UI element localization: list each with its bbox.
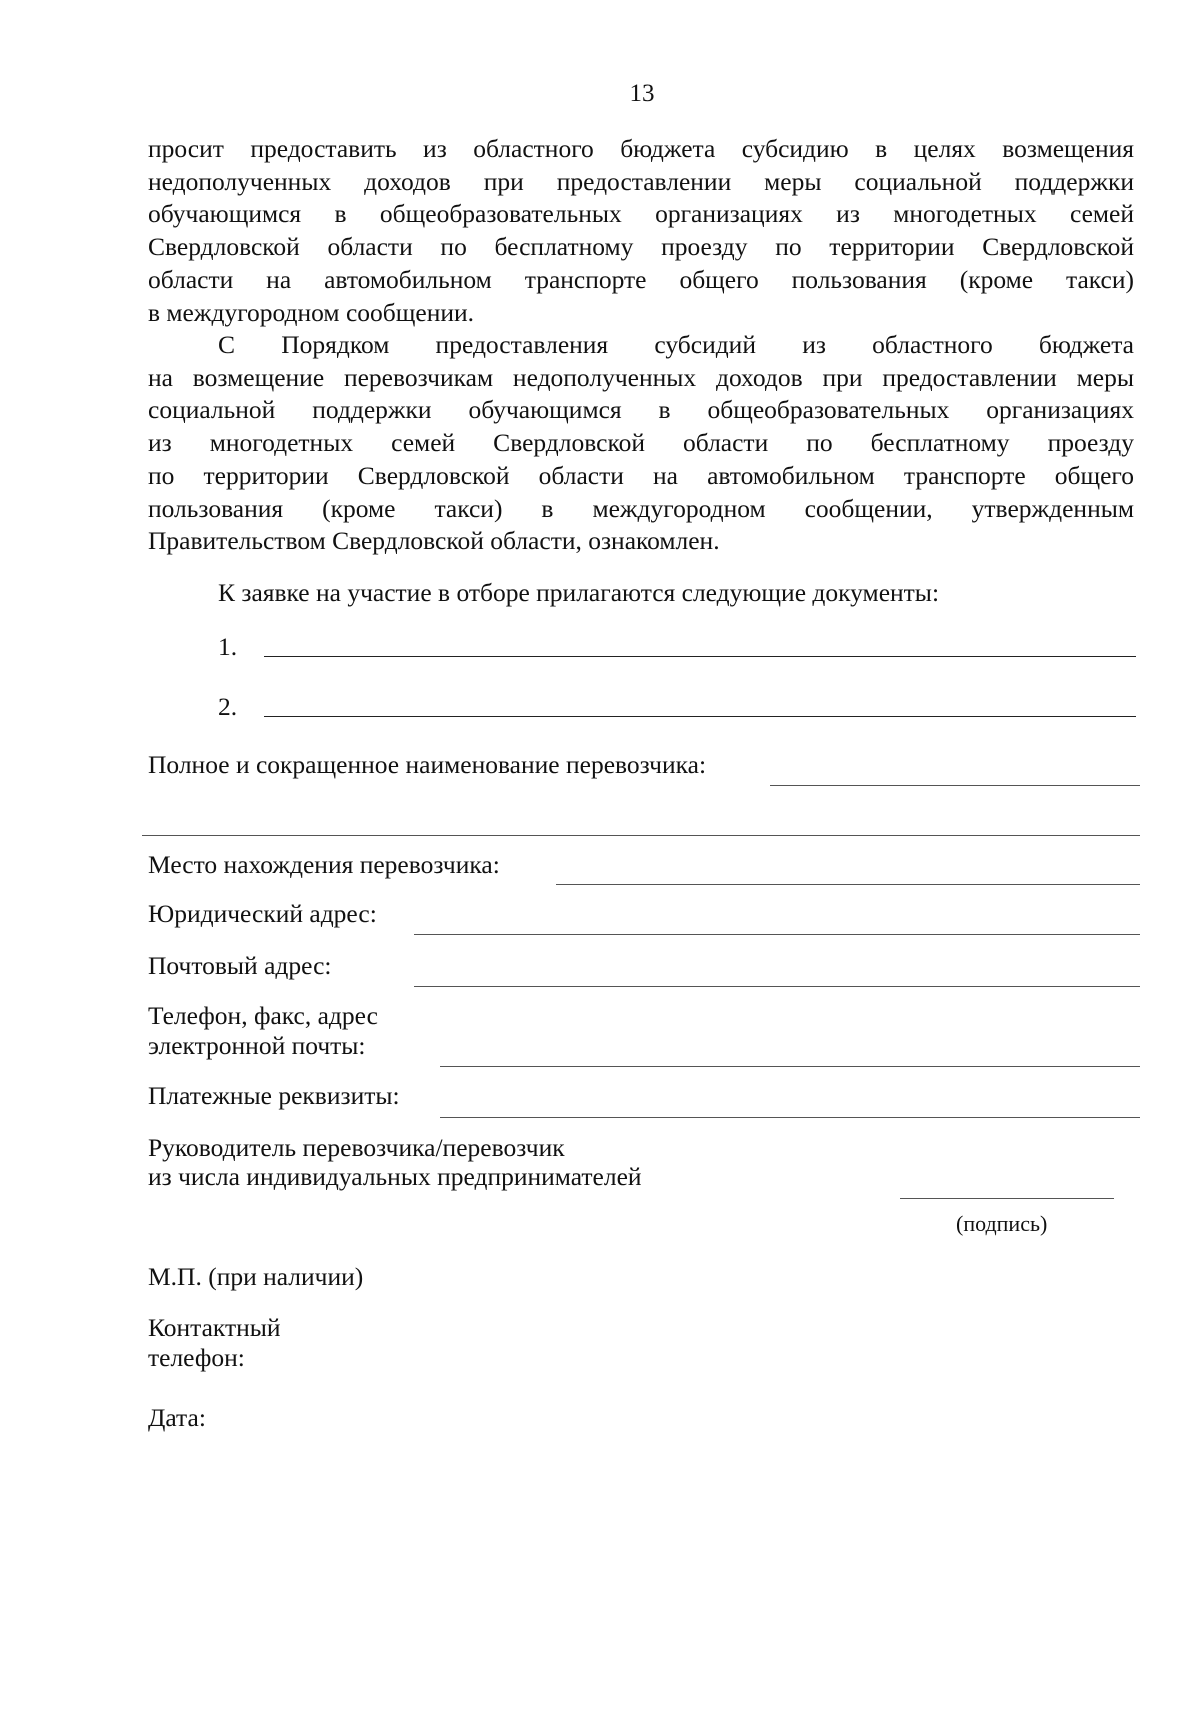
field-label-full-name: Полное и сокращенное наименование перевозчика: — [148, 750, 707, 779]
contacts-line[interactable] — [440, 1066, 1140, 1067]
location-line[interactable] — [556, 884, 1140, 885]
field-label-location: Место нахождения перевозчика: — [148, 850, 500, 879]
paragraph-acknowledgement — [148, 329, 1134, 558]
attachment-number-1: 1. — [218, 632, 238, 661]
field-label-payment-details: Платежные реквизиты: — [148, 1081, 400, 1110]
full-name-line-2[interactable] — [142, 835, 1140, 836]
paragraph-request — [148, 133, 1134, 329]
full-name-line-1[interactable] — [770, 785, 1140, 786]
attachment-number-2: 2. — [218, 692, 238, 721]
text-line: по территории Свердловской области на автомобильном транспорте общего — [148, 460, 1134, 490]
field-label-contacts-1: Телефон, факс, адрес — [148, 1001, 378, 1030]
legal-address-line[interactable] — [414, 934, 1140, 935]
text-line: просит предоставить из областного бюджета субсидию в целях возмещения — [148, 134, 1134, 163]
text-line: пользования (кроме такси) в междугородном сообщении, утвержденным — [148, 493, 1134, 523]
attachment-line-1[interactable] — [264, 656, 1136, 657]
field-label-legal-address: Юридический адрес: — [148, 899, 377, 928]
stamp-label: М.П. (при наличии) — [148, 1262, 364, 1291]
contact-phone-label-1: Контактный — [148, 1313, 281, 1342]
signature-caption: (подпись) — [956, 1211, 1048, 1236]
text-line: области на автомобильном транспорте общего пользования (кроме такси) — [148, 264, 1134, 294]
contact-phone-label-2: телефон: — [148, 1343, 245, 1372]
signature-line[interactable] — [900, 1198, 1114, 1199]
text-line: С Порядком предоставления субсидий из областного бюджета — [218, 330, 1134, 359]
field-label-contacts-2: электронной почты: — [148, 1031, 366, 1060]
date-label: Дата: — [148, 1403, 206, 1432]
text-line: Правительством Свердловской области, ознакомлен. — [148, 526, 720, 556]
field-label-head-1: Руководитель перевозчика/перевозчик — [148, 1133, 565, 1162]
postal-address-line[interactable] — [414, 986, 1140, 987]
field-label-head-2: из числа индивидуальных предпринимателей — [148, 1162, 642, 1191]
text-line: на возмещение перевозчикам недополученных доходов при предоставлении меры — [148, 362, 1134, 392]
field-label-postal-address: Почтовый адрес: — [148, 951, 332, 980]
page-number: 13 — [629, 80, 655, 107]
attachments-intro: К заявке на участие в отборе прилагаются следующие документы: — [218, 578, 940, 607]
text-line: недополученных доходов при предоставлении меры социальной поддержки — [148, 166, 1134, 196]
text-line: из многодетных семей Свердловской области по бесплатному проезду — [148, 428, 1134, 458]
text-line: Свердловской области по бесплатному проезду по территории Свердловской — [148, 232, 1134, 262]
text-line: социальной поддержки обучающимся в общеобразовательных организациях — [148, 395, 1134, 425]
payment-details-line[interactable] — [440, 1117, 1140, 1118]
text-line: обучающимся в общеобразовательных организациях из многодетных семей — [148, 199, 1134, 229]
attachment-line-2[interactable] — [264, 716, 1136, 717]
text-line: в междугородном сообщении. — [148, 297, 475, 327]
